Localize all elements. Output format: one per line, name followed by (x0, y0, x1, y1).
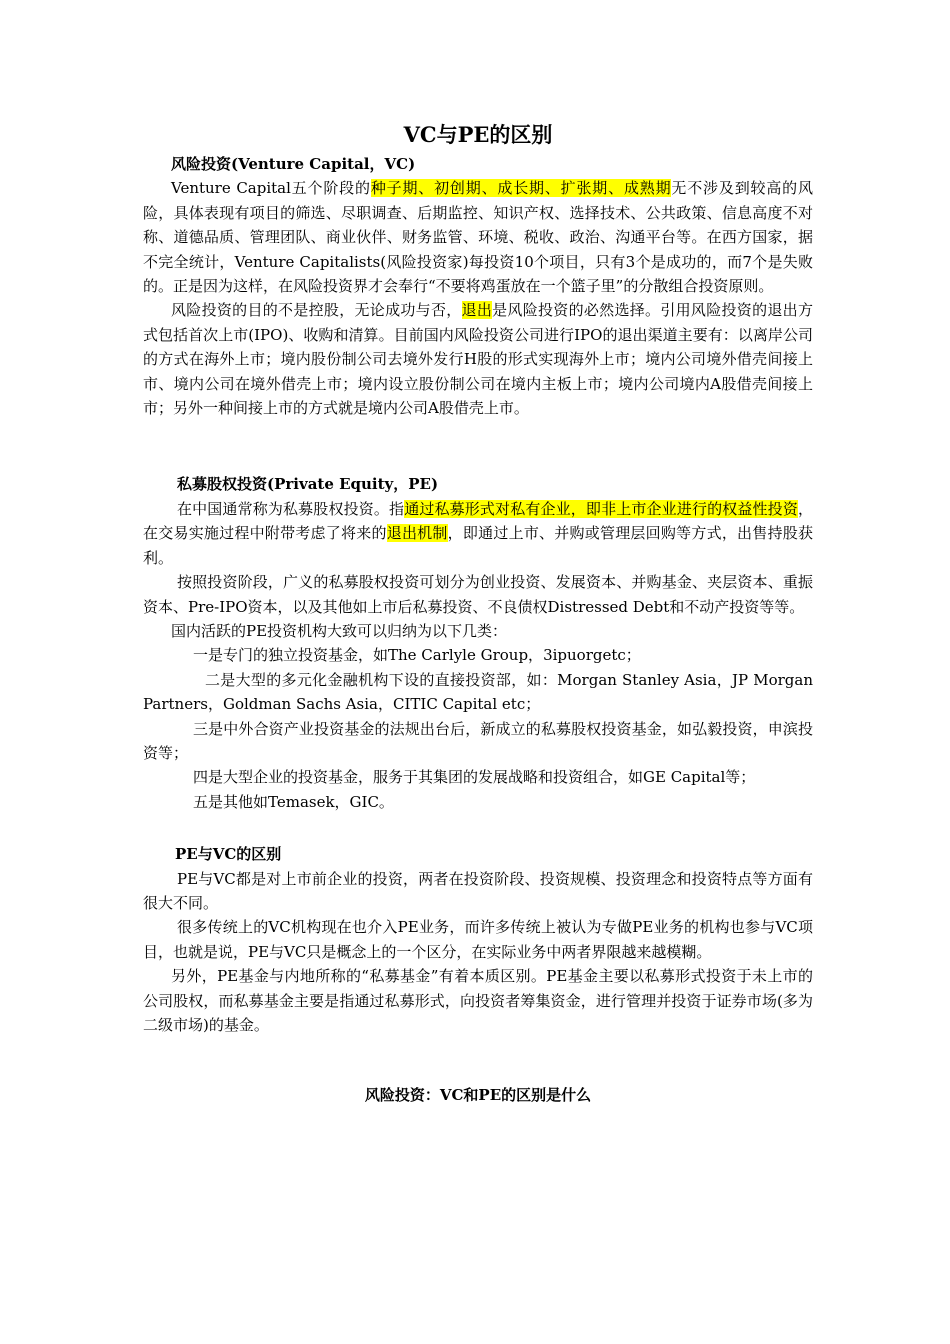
pe-list-item-3: 三是中外合资产业投资基金的法规出台后，新成立的私募股权投资基金，如弘毅投资，申滨投资等； (143, 719, 813, 762)
vc-p2-text-a: 风险投资的目的不是控股，无论成功与否， (171, 301, 462, 320)
diff-paragraph-3: 另外，PE基金与内地所称的“私募基金”有着本质区别。PE基金主要以私募形式投资于未上市的公司股权，而私募基金主要是指通过私募形式，向投资者筹集资金，进行管理并投资于证券市场(多为二级市场)的基金。 (143, 967, 813, 1034)
diff-paragraph-1: PE与VC都是对上市前企业的投资，两者在投资阶段、投资规模、投资理念和投资特点等方面有很大不同。 (143, 869, 813, 912)
diff-paragraph-2: 很多传统上的VC机构现在也介入PE业务，而许多传统上被认为专做PE业务的机构也参与VC项目，也就是说，PE与VC只是概念上的一个区分，在实际业务中两者界限越来越模糊。 (143, 918, 813, 961)
pe-paragraph-1 (143, 497, 813, 570)
pe-heading: 私募股权投资(Private Equity，PE) (177, 475, 439, 494)
pe-list-item-4: 四是大型企业的投资基金，服务于其集团的发展战略和投资组合，如GE Capital等； (193, 768, 756, 787)
pe-p1-text-a: 在中国通常称为私募股权投资。指 (177, 499, 405, 518)
vc-paragraph-2 (143, 298, 813, 420)
pe-p1-text-b: ，在交易实施过程中附带考虑了将来的 (143, 499, 813, 543)
vc-paragraph-1 (143, 176, 813, 298)
vc-p1-text-b: 无不涉及到较高的风险，具体表现有项目的筛选、尽职调查、后期监控、知识产权、选择技术、公共政策、信息高度不对称、道德品质、管理团队、商业伙伴、财务监管、环境、税收、政治、沟通平台等。在西方国家，据不完全统计，Venture Capitalists(风险投资家)每投资10个项目，只有3个是成功的，而7个是失败的。正是因为这样，在风险投资界才会奉行“不要将鸡蛋放在一个篮子里”的分散组合投资原则。 (143, 179, 813, 296)
vc-exit-highlight: 退出 (461, 301, 493, 320)
vc-p1-text-a: Venture Capital五个阶段的 (171, 179, 371, 198)
diff-heading: PE与VC的区别 (175, 845, 282, 864)
pe-paragraph-2: 按照投资阶段，广义的私募股权投资可划分为创业投资、发展资本、并购基金、夹层资本、重振资本、Pre-IPO资本，以及其他如上市后私募投资、不良债权Distressed Debt和不动产投资等等。 (143, 573, 813, 616)
final-heading: 风险投资：VC和PE的区别是什么 (364, 1086, 592, 1105)
pe-list-item-1: 一是专门的独立投资基金，如The Carlyle Group，3ipuorgetc； (193, 646, 641, 665)
vc-stages-highlight: 种子期、初创期、成长期、扩张期、成熟期 (370, 179, 672, 198)
pe-paragraph-3: 国内活跃的PE投资机构大致可以归纳为以下几类： (171, 621, 508, 640)
pe-list-item-5: 五是其他如Temasek，GIC。 (193, 792, 394, 811)
vc-heading: 风险投资(Venture Capital，VC) (171, 155, 416, 173)
pe-p1-text-c: ，即通过上市、并购或管理层回购等方式，出售持股获利。 (143, 524, 813, 567)
pe-exit-mechanism-highlight: 退出机制 (386, 524, 448, 543)
vc-p2-text-b: 是风险投资的必然选择。引用风险投资的退出方式包括首次上市(IPO)、收购和清算。目前国内风险投资公司进行IPO的退出渠道主要有：以离岸公司的方式在海外上市；境内股份制公司去境外发行H股的形式实现海外上市；境内公司境外借壳间接上市、境内公司在境外借壳上市；境内设立股份制公司在境内主板上市；境内公司境内A股借壳间接上市；另外一种间接上市的方式就是境内公司A股借壳上市。 (143, 301, 813, 418)
document-page (143, 120, 813, 1108)
pe-definition-highlight: 通过私募形式对私有企业，即非上市企业进行的权益性投资 (404, 499, 798, 518)
pe-list-item-2: 二是大型的多元化金融机构下设的直接投资部，如：Morgan Stanley Asia，JP Morgan Partners，Goldman Sachs Asia，CITIC Capital etc； (143, 670, 813, 714)
document-title: VC与PE的区别 (403, 122, 553, 147)
